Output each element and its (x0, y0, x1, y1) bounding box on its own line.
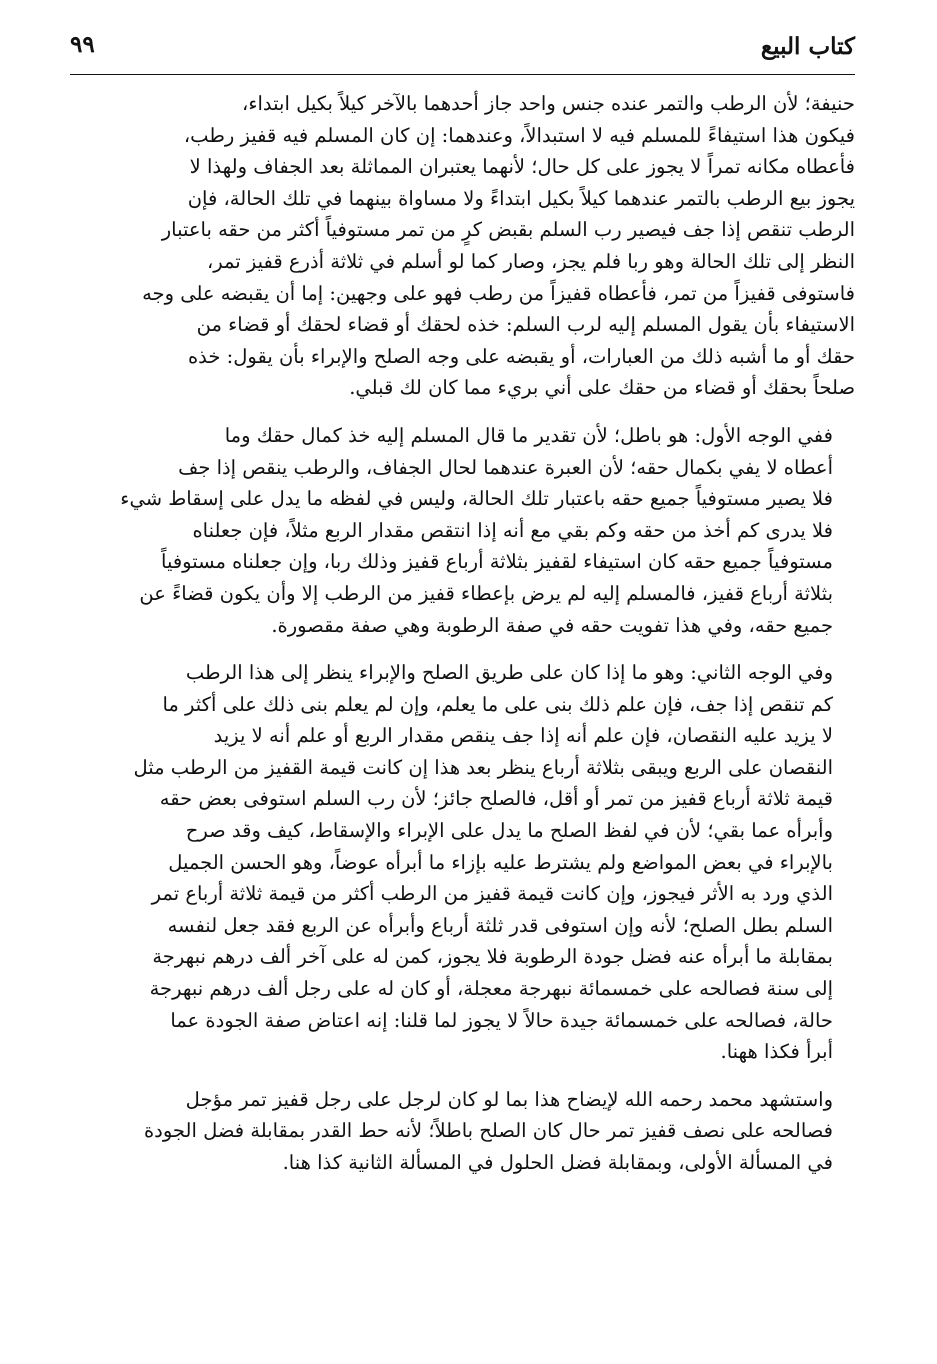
text-line: مستوفياً جميع حقه كان استيفاء لقفيز بثلاثة أرباع قفيز وذلك ربا، وإن جعلناه مستوفياً (161, 550, 833, 574)
text-line: حنيفة؛ لأن الرطب والتمر عنده جنس واحد جاز أحدهما بالآخر كيلاً بكيل ابتداء، (242, 92, 855, 115)
text-line: فيكون هذا استيفاءً للمسلم فيه لا استبدالاً، وعندهما: إن كان المسلم فيه قفيز رطب، (183, 123, 855, 147)
text-line: الذي ورد به الأثر فيجوز، وإن كانت قيمة قفيز من الرطب أكثر من قيمة ثلاثة أرباع تمر (151, 882, 833, 906)
text-line: أبرأ فكذا ههنا. (720, 1040, 833, 1064)
paragraph-3 (68, 657, 855, 1068)
text-line: صلحاً بحقك أو قضاء من حقك على أني بريء مما كان لك قبلي. (349, 376, 855, 400)
text-line: وأبرأه عما بقي؛ لأن في لفظ الصلح ما يدل على الإبراء والإسقاط، كيف وقد صرح (185, 819, 833, 843)
text-line: الاستيفاء بأن يقول المسلم إليه لرب السلم: خذه لحقك أو قضاء لحقك أو قضاء من (196, 313, 855, 337)
text-line: إلى سنة فصالحه على خمسمائة نبهرجة معجلة، أو كان له على رجل ألف درهم نبهرجة (149, 977, 833, 1001)
body-text (68, 88, 855, 1195)
text-line: النظر إلى تلك الحالة وهو ربا فلم يجز، وصار كما لو أسلم في ثلاثة أذرع قفيز تمر، (206, 249, 855, 273)
text-line: فلا يصير مستوفياً جميع حقه باعتبار تلك الحالة، وليس في لفظه ما يدل على إسقاط شيء (120, 487, 833, 511)
text-line: بثلاثة أرباع قفيز، فالمسلم إليه لم يرض بإعطاء قفيز من الرطب إلا وأن يكون قضاءً عن (139, 581, 833, 605)
text-line: فأعطاه مكانه تمراً لا يجوز على كل حال؛ لأنهما يعتبران المماثلة بعد الجفاف ولهذا لا (189, 155, 855, 179)
header-rule (70, 74, 855, 75)
text-line: الرطب تنقص إذا جف فيصير رب السلم بقبض كرٍ من تمر مستوفياً أكثر من حقه باعتبار (161, 218, 855, 242)
text-line: قيمة ثلاثة أرباع قفيز من تمر أو أقل، فالصلح جائز؛ لأن رب السلم استوفى بعض حقه (159, 787, 833, 811)
text-line: في المسألة الأولى، وبمقابلة فضل الحلول في المسألة الثانية كذا هنا. (282, 1151, 833, 1174)
text-line: وفي الوجه الثاني: وهو ما إذا كان على طريق الصلح والإبراء ينظر إلى هذا الرطب (185, 661, 833, 685)
text-line: ففي الوجه الأول: هو باطل؛ لأن تقدير ما قال المسلم إليه خذ كمال حقك وما (224, 423, 833, 447)
text-line: كم تنقص إذا جف، فإن علم ذلك بنى على ما يعلم، وإن لم يعلم بنى ذلك على أكثر ما (162, 692, 833, 716)
paragraph-4 (68, 1084, 855, 1179)
text-line: بمقابلة ما أبرأه عنه فضل جودة الرطوبة فلا يجوز، كمن له على آخر ألف درهم نبهرجة (152, 945, 833, 969)
text-line: جميع حقه، وفي هذا تفويت حقه في صفة الرطوبة وهي صفة مقصورة. (271, 613, 833, 637)
text-line: فاستوفى قفيزاً من تمر، فأعطاه قفيزاً من رطب فهو على وجهين: إما أن يقبضه على وجه (142, 281, 855, 305)
text-line: فلا يدرى كم أخذ من حقه وكم بقي مع أنه إذا انتقص مقدار الربع مثلاً، فإن جعلناه (192, 518, 833, 542)
text-line: النقصان على الربع ويبقى بثلاثة أرباع ينظر بعد هذا إن كانت قيمة القفيز من الرطب مثل (133, 755, 833, 779)
paragraph-1 (68, 88, 855, 404)
paragraph-2 (68, 420, 855, 641)
text-line: يجوز بيع الرطب بالتمر عندهما كيلاً بكيل ابتداءً ولا مساواة بينهما في تلك الحالة، فإن (187, 186, 855, 210)
text-line: لا يزيد عليه النقصان، فإن علم أنه إذا جف ينقص مقدار الربع أو علم أنه لا يزيد (213, 724, 833, 748)
text-line: بالإبراء في بعض المواضع ولم يشترط عليه بإزاء ما أبرأه عوضاً، وهو الحسن الجميل (168, 850, 833, 874)
page-header (70, 26, 855, 70)
running-title: كتاب البيع (760, 33, 855, 60)
text-line: حقك أو ما أشبه ذلك من العبارات، أو يقبضه على وجه الصلح والإبراء بأن يقول: خذه (187, 344, 855, 368)
text-line: فصالحه على نصف قفيز تمر حال كان الصلح باطلاً؛ لأنه حط القدر بمقابلة فضل الجودة (143, 1119, 833, 1143)
text-line: حالة، فصالحه على خمسمائة جيدة حالاً لا يجوز لما قلنا: إنه اعتاض صفة الجودة عما (170, 1008, 833, 1032)
text-line: واستشهد محمد رحمه الله لإيضاح هذا بما لو كان لرجل على رجل قفيز تمر مؤجل (185, 1087, 833, 1111)
text-line: السلم بطل الصلح؛ لأنه وإن استوفى قدر ثلثة أرباع وأبرأه عن الربع فقد جعل لنفسه (167, 913, 833, 937)
text-line: أعطاه لا يفي بكمال حقه؛ لأن العبرة عندهما لحال الجفاف، والرطب ينقص إذا جف (178, 455, 833, 479)
page-number: ٩٩ (70, 31, 95, 58)
